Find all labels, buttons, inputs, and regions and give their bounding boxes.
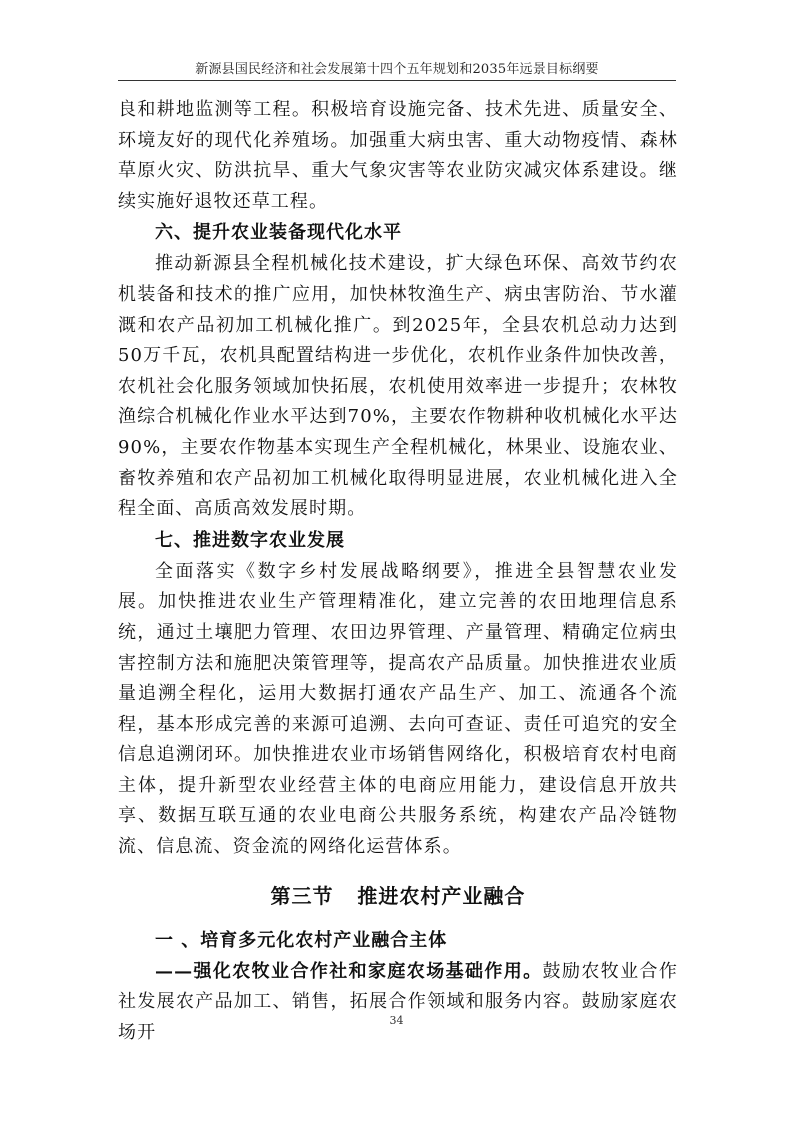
heading-agri-equipment: 六、提升农业装备现代化水平 <box>155 222 402 244</box>
header-divider <box>118 80 676 81</box>
body-text <box>118 95 678 1048</box>
paragraph-digital-agriculture: 全面落实《数字乡村发展战略纲要》，推进全县智慧农业发展。加快推进农业生产管理精准化，建立完善的农田地理信息系统，通过土壤肥力管理、农田边界管理、产量管理、精确定位病虫害控制方法和施肥决策管理等，提高农产品质量。加快推进农业质量追溯全程化，运用大数据打通农产品生产、加工、流通各个流程，基本形成完善的来源可追溯、去向可查证、责任可追究的安全信息追溯闭环。加快推进农业市场销售网络化，积极培育农村电商主体，提升新型农业经营主体的电商应用能力，建设信息开放共享、数据互联互通的农业电商公共服务系统，构建农产品冷链物流、信息流、资金流的网络化运营体系。 <box>118 560 678 858</box>
page-number: 34 <box>389 1014 404 1027</box>
heading-integration-entities: 一 、培育多元化农村产业融合主体 <box>155 929 448 951</box>
paragraph-agri-equipment: 推动新源县全程机械化技术建设，扩大绿色环保、高效节约农机装备和技术的推广应用，加快林牧渔生产、病虫害防治、节水灌溉和农产品初加工机械化推广。到2025年，全县农机总动力达到50万千瓦，农机具配置结构进一步优化，农机作业条件加快改善，农机社会化服务领域加快拓展，农机使用效率进一步提升；农林牧渔综合机械化作业水平达到70%，主要农作物耕种收机械化水平达90%，主要农作物基本实现生产全程机械化，林果业、设施农业、畜牧养殖和农产品初加工机械化取得明显进展，农业机械化进入全程全面、高质高效发展时期。 <box>118 253 678 520</box>
heading-digital-agriculture: 七、推进数字农业发展 <box>155 529 345 551</box>
paragraph-continued: 良和耕地监测等工程。积极培育设施完备、技术先进、质量安全、环境友好的现代化养殖场。加强重大病虫害、重大动物疫情、森林草原火灾、防洪抗旱、重大气象灾害等农业防灾减灾体系建设。继续实施好退牧还草工程。 <box>118 99 678 212</box>
paragraph-cooperatives-text: 鼓励农牧业合作社发展农产品加工、销售，拓展合作领域和服务内容。鼓励家庭农场开 <box>118 960 678 1043</box>
paragraph-cooperatives <box>118 957 678 1049</box>
section-title: 第三节 推进农村产业融合 <box>270 883 526 908</box>
running-header: 新源县国民经济和社会发展第十四个五年规划和2035年远景目标纲要 <box>195 62 599 77</box>
lead-sentence: ——强化农牧业合作社和家庭农场基础作用。 <box>155 960 543 982</box>
